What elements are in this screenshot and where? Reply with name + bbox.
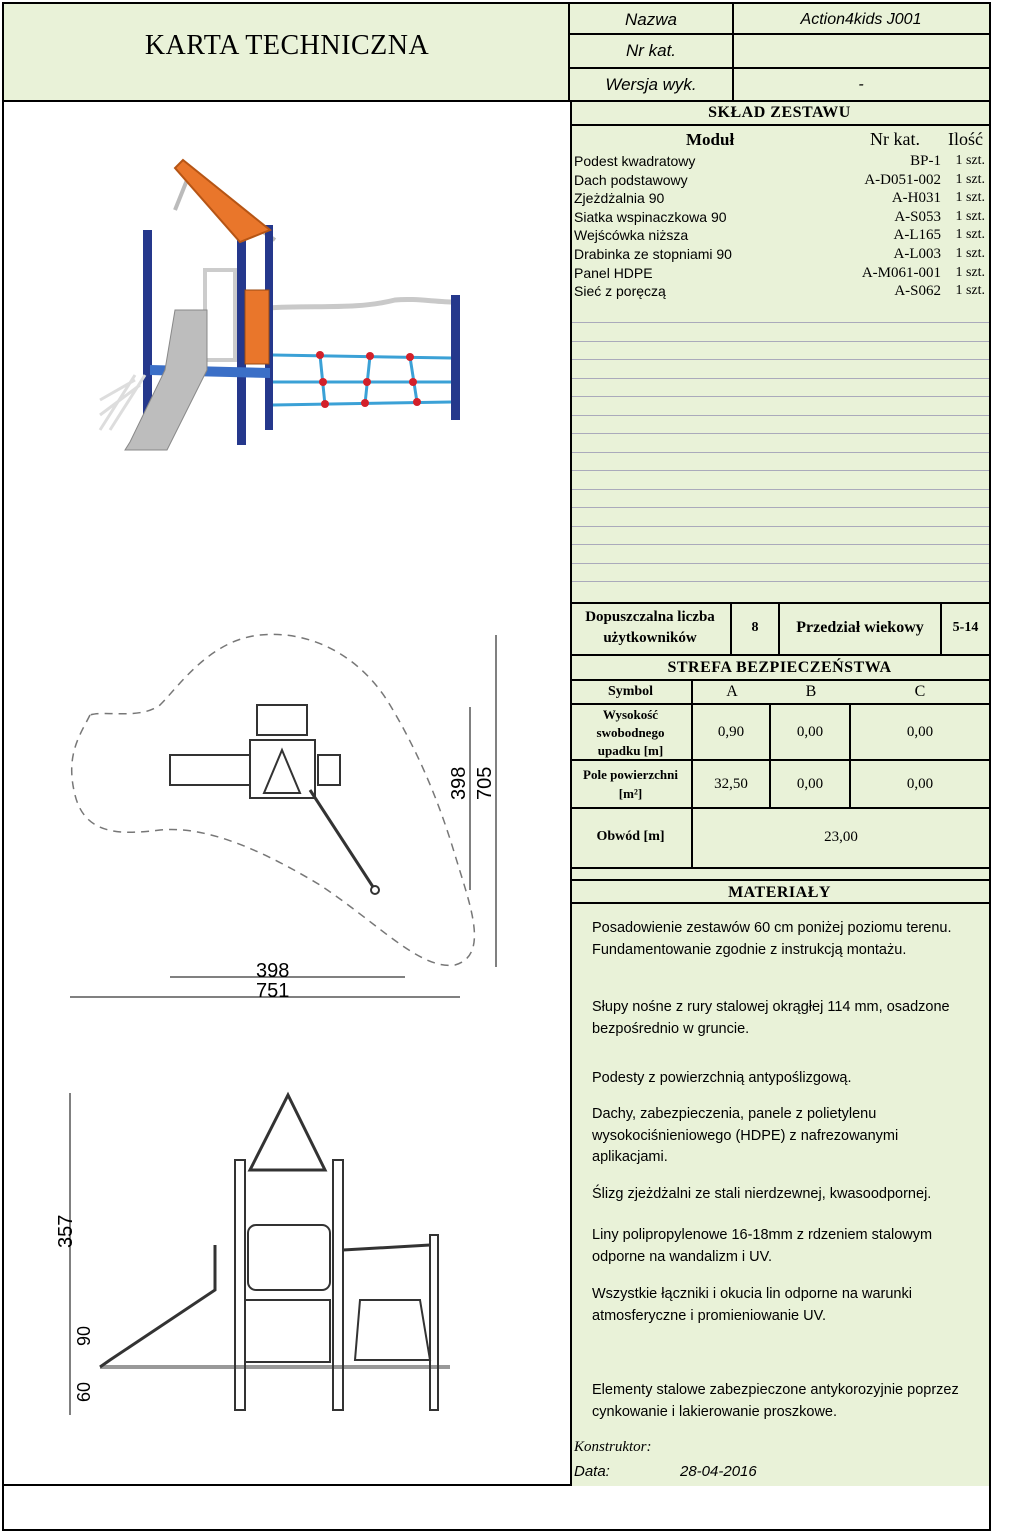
material-hdpe: Dachy, zabezpieczenia, panele z polietylenu wysokociśnieniowego (HDPE) z nafrezowanymi aplikacjami. xyxy=(592,1106,899,1165)
module-catalog: A-M061-001 xyxy=(861,264,941,281)
material-posts: Słupy nośne z rury stalowej okrągłej 114 mm, osadzone bezpośrednio w gruncie. xyxy=(592,999,950,1037)
users-value: 8 xyxy=(751,620,759,635)
entry-frame xyxy=(205,270,235,360)
date-label: Data: xyxy=(574,1463,610,1480)
grid-line xyxy=(572,507,989,508)
module-qty: 1 szt. xyxy=(955,171,985,187)
col-qty-header: Ilość xyxy=(948,129,983,149)
module-name: Dach podstawowy xyxy=(574,171,688,188)
module-row xyxy=(572,265,989,284)
dim-depth-inner: 398 xyxy=(448,766,470,800)
module-row xyxy=(572,227,989,246)
module-qty: 1 szt. xyxy=(955,264,985,280)
plan-entry xyxy=(318,755,340,785)
fall-height-label xyxy=(570,705,693,761)
handrail xyxy=(267,299,455,308)
perimeter-label: Obwód [m] xyxy=(570,809,693,867)
dim-width-inner: 398 xyxy=(256,960,290,982)
module-qty: 1 szt. xyxy=(955,208,985,224)
designer-label: Konstruktor: xyxy=(574,1439,652,1455)
fall-label-line1: Wysokość xyxy=(602,707,659,722)
safety-zone-outline xyxy=(72,634,475,965)
rope-knots xyxy=(316,351,421,408)
module-qty: 1 szt. xyxy=(955,283,985,299)
grid-line xyxy=(572,378,989,379)
header-row-catalog xyxy=(570,35,989,69)
users-row xyxy=(570,602,989,656)
module-row xyxy=(572,190,989,209)
materials-gap xyxy=(570,867,989,879)
playground-render xyxy=(95,150,475,470)
dim-width-outer: 751 xyxy=(256,980,290,1002)
grid-line xyxy=(572,581,989,582)
age-label: Przedział wiekowy xyxy=(778,604,942,654)
module-name: Wejścówka niższa xyxy=(574,227,689,244)
col-b-header: B xyxy=(771,681,851,705)
sheet-footer-strip xyxy=(2,1486,991,1531)
module-name: Panel HDPE xyxy=(574,264,653,281)
catalog-label: Nr kat. xyxy=(570,35,734,67)
material-coating: Elementy stalowe zabezpieczone antykorozyjnie poprzez cynkowanie i lakierowanie proszkowe. xyxy=(592,1382,959,1420)
catalog-value xyxy=(733,35,989,67)
module-qty: 1 szt. xyxy=(955,246,985,261)
col-c-header: C xyxy=(851,681,989,705)
page-title: KARTA TECHNICZNA xyxy=(144,30,430,61)
hdpe-panel xyxy=(245,290,269,364)
dim-platform-height: 90 xyxy=(74,1325,94,1346)
perimeter-value: 23,00 xyxy=(824,829,858,845)
material-foundation: Posadowienie zestawów 60 cm poniżej poziomu terenu. Fundamentowanie zgodnie z instrukcją montażu. xyxy=(592,920,952,958)
materials-title: MATERIAŁY xyxy=(570,879,989,904)
module-qty: 1 szt. xyxy=(955,227,985,243)
module-qty: 1 szt. xyxy=(955,190,985,206)
grid-line xyxy=(572,470,989,471)
climbing-net xyxy=(100,375,145,430)
post-far xyxy=(451,295,460,420)
grid-line xyxy=(572,322,989,323)
module-name: Siatka wspinaczkowa 90 xyxy=(574,208,727,225)
grid-line xyxy=(572,489,989,490)
elev-roof xyxy=(250,1095,325,1170)
grid-line xyxy=(572,396,989,397)
header-row-version xyxy=(570,69,989,102)
symbol-label: Symbol xyxy=(570,681,693,705)
area-a: 32,50 xyxy=(693,761,771,809)
area-label-line1: Pole powierzchni xyxy=(583,767,678,782)
material-fasteners: Wszystkie łączniki i okucia lin odporne na warunki atmosferyczne i promieniowanie UV. xyxy=(592,1286,912,1324)
version-label: Wersja wyk. xyxy=(570,69,734,100)
safety-title: STREFA BEZPIECZEŃSTWA xyxy=(570,656,989,681)
elevation-drawing xyxy=(60,1085,460,1420)
module-row xyxy=(572,209,989,228)
composition-title: SKŁAD ZESTAWU xyxy=(570,102,989,126)
age-value: 5-14 xyxy=(952,620,979,635)
slide xyxy=(125,310,207,450)
elev-slide xyxy=(100,1245,215,1367)
grid-line xyxy=(572,415,989,416)
module-catalog: A-D051-002 xyxy=(864,171,941,188)
grid-line xyxy=(572,359,989,360)
grid-line xyxy=(572,452,989,453)
material-ropes: Liny polipropylenowe 16-18mm z rdzeniem stalowym odporne na wandalizm i UV. xyxy=(592,1227,933,1265)
col-module-header: Moduł xyxy=(686,130,735,149)
fall-c: 0,00 xyxy=(851,705,989,761)
col-catalog-header: Nr kat. xyxy=(870,129,920,149)
fall-a: 0,90 xyxy=(693,705,771,761)
plan-rope-anchor xyxy=(371,886,379,894)
plan-view-drawing xyxy=(60,625,520,1005)
elev-panel xyxy=(248,1225,330,1290)
module-catalog: A-L165 xyxy=(893,227,941,244)
grid-line xyxy=(572,341,989,342)
plan-rope xyxy=(310,790,375,890)
grid-line xyxy=(572,526,989,527)
grid-line xyxy=(572,433,989,434)
fall-b: 0,00 xyxy=(771,705,851,761)
name-value: Action4kids J001 xyxy=(800,11,922,28)
roof xyxy=(175,160,270,242)
plan-ladder xyxy=(257,705,307,735)
grid-line xyxy=(572,563,989,564)
dim-depth-outer: 705 xyxy=(474,766,496,800)
area-c: 0,00 xyxy=(851,761,989,809)
module-row xyxy=(572,246,989,265)
elev-post-left xyxy=(235,1160,245,1410)
rope-net xyxy=(273,355,451,405)
module-row xyxy=(572,153,989,172)
module-name: Podest kwadratowy xyxy=(574,153,696,169)
col-a-header: A xyxy=(693,681,771,705)
area-b: 0,00 xyxy=(771,761,851,809)
header-row-name xyxy=(570,2,989,35)
module-qty: 1 szt. xyxy=(955,153,985,168)
users-label-line2: użytkowników xyxy=(603,630,697,646)
fall-label-line3: upadku [m] xyxy=(597,743,664,758)
module-name: Zjeżdżalnia 90 xyxy=(574,190,665,207)
material-slide: Ślizg zjeżdżalni ze stali nierdzewnej, kwasoodpornej. xyxy=(592,1186,932,1202)
elev-handrail xyxy=(343,1245,430,1250)
module-row xyxy=(572,283,989,302)
module-catalog: A-H031 xyxy=(891,190,941,207)
elev-rope-net xyxy=(355,1300,430,1360)
users-label-line1: Dopuszczalna liczba xyxy=(585,609,715,625)
dim-foundation-depth: 60 xyxy=(74,1381,94,1402)
module-name: Drabinka ze stopniami 90 xyxy=(574,246,732,262)
module-name: Sieć z poręczą xyxy=(574,283,666,300)
elev-post-right xyxy=(333,1160,343,1410)
version-value: - xyxy=(858,76,864,93)
date-value: 28-04-2016 xyxy=(680,1463,757,1480)
area-label xyxy=(570,761,693,809)
users-label xyxy=(570,604,732,654)
elev-post-far xyxy=(430,1235,438,1410)
module-catalog: A-S053 xyxy=(894,208,941,225)
fall-label-line2: swobodnego xyxy=(596,725,665,740)
module-catalog: BP-1 xyxy=(910,153,941,169)
module-catalog: A-L003 xyxy=(893,246,941,262)
material-platforms: Podesty z powierzchnią antypoślizgową. xyxy=(592,1070,852,1086)
safety-table xyxy=(570,681,989,867)
module-row xyxy=(572,172,989,191)
dim-total-height: 357 xyxy=(55,1214,77,1248)
elev-ladder xyxy=(245,1300,330,1362)
module-catalog: A-S062 xyxy=(894,283,941,300)
plan-slide xyxy=(170,755,250,785)
area-label-line2: [m²] xyxy=(618,786,643,801)
grid-line xyxy=(572,544,989,545)
name-label: Nazwa xyxy=(570,4,734,33)
